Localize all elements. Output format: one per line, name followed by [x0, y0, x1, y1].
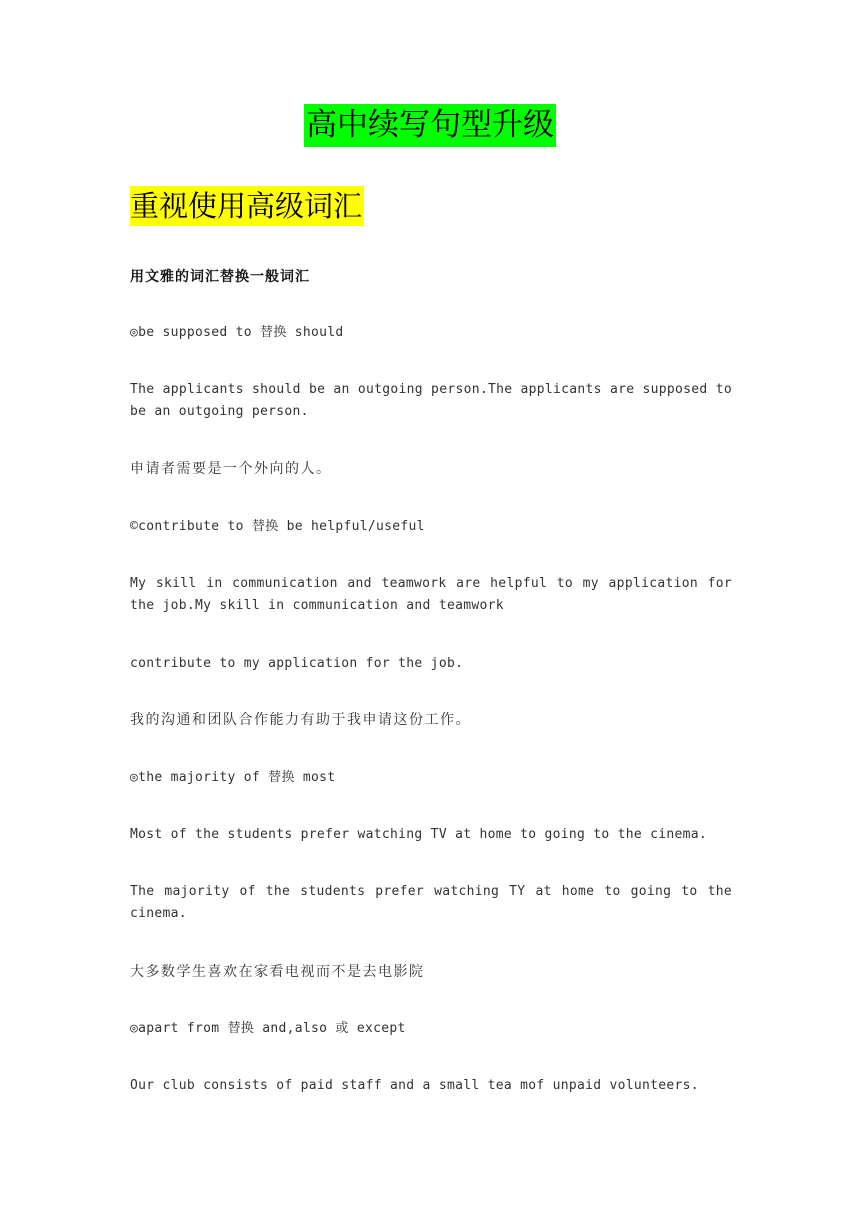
paragraph: 申请者需要是一个外向的人。	[130, 461, 332, 477]
title-container	[0, 104, 860, 147]
paragraph: ◎the majority of 替换 most	[130, 770, 336, 785]
section-heading: 重视使用高级词汇	[130, 186, 364, 226]
paragraph: Most of the students prefer watching TV at home to going to the cinema.	[130, 827, 707, 842]
paragraph: My skill in communication and teamwork are helpful to my application for the job.My skill in communication and teamwork	[130, 576, 732, 613]
paragraph: contribute to my application for the job.	[130, 656, 464, 671]
section-subheading: 用文雅的词汇替换一般词汇	[130, 269, 310, 285]
paragraph: The applicants should be an outgoing person.The applicants are supposed to be an outgoing person.	[130, 382, 732, 419]
paragraph: ◎be supposed to 替换 should	[130, 325, 344, 340]
paragraph: ©contribute to 替换 be helpful/useful	[130, 519, 425, 534]
paragraph: The majority of the students prefer watching TY at home to going to the cinema.	[130, 884, 732, 921]
paragraph: 大多数学生喜欢在家看电视而不是去电影院	[130, 964, 425, 980]
document-title: 高中续写句型升级	[304, 104, 556, 147]
paragraph: ◎apart from 替换 and,also 或 except	[130, 1021, 406, 1036]
paragraph: Our club consists of paid staff and a small tea mof unpaid volunteers.	[130, 1078, 699, 1093]
paragraph: 我的沟通和团队合作能力有助于我申请这份工作。	[130, 712, 471, 728]
